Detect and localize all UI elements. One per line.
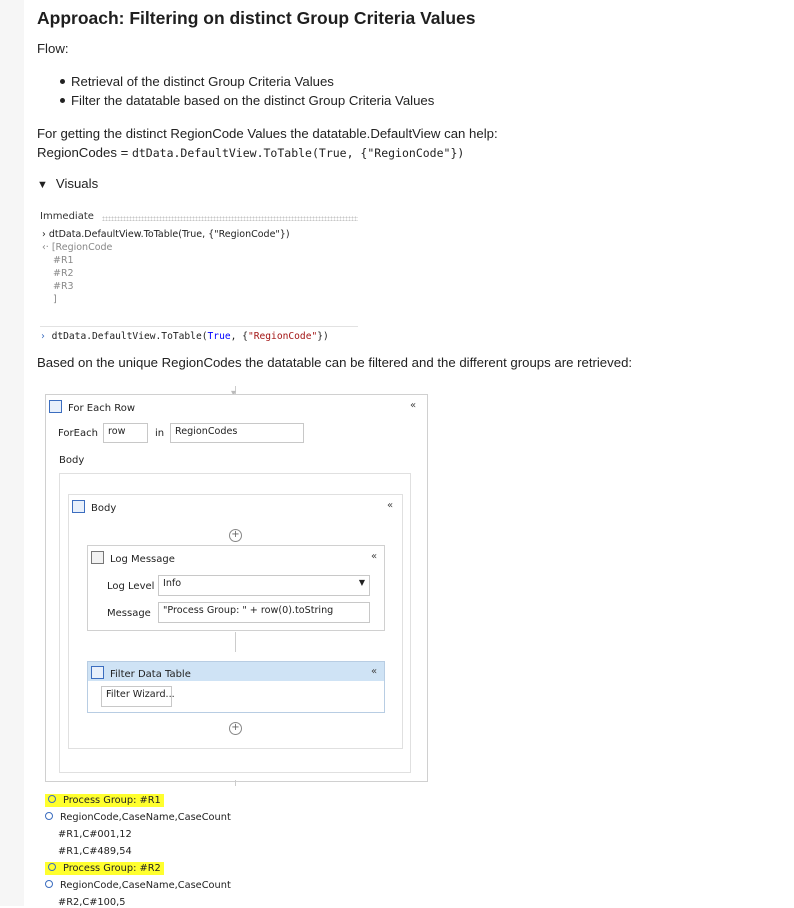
sequence-icon xyxy=(72,500,85,513)
visuals-details-toggle[interactable] xyxy=(37,176,98,191)
code-prefix: RegionCodes = xyxy=(37,145,132,160)
inline-code: dtData.DefaultView.ToTable(True, {"RegionCode"}) xyxy=(131,146,465,160)
log-message-icon xyxy=(91,551,104,564)
info-bullet-icon xyxy=(45,880,53,888)
immediate-result: #R3 xyxy=(53,281,74,292)
filter-wizard-button[interactable]: Filter Wizard... xyxy=(101,686,172,707)
info-bullet-icon xyxy=(48,795,56,803)
body-sequence[interactable] xyxy=(59,473,411,773)
collapse-icon[interactable]: « xyxy=(410,400,417,411)
immediate-title: Immediate xyxy=(40,211,94,222)
triangle-down-icon: ▼ xyxy=(37,179,48,191)
foreach-header: For Each Row xyxy=(49,400,135,414)
log-message-activity[interactable] xyxy=(87,545,385,631)
flow-list-item: Filter the datatable based on the distinct Group Criteria Values xyxy=(37,91,434,110)
filter-icon xyxy=(91,666,104,679)
body-label: Body xyxy=(59,455,85,466)
dropdown-arrow-icon: ▼ xyxy=(358,578,365,587)
immediate-window-image xyxy=(40,208,358,350)
paragraph-filtered: Based on the unique RegionCodes the datatable can be filtered and the different groups are retrieved: xyxy=(37,355,633,370)
connector-line xyxy=(235,780,236,786)
in-collection-field[interactable]: RegionCodes xyxy=(170,423,304,443)
flow-label: Flow: xyxy=(37,41,69,56)
filter-data-table-activity[interactable] xyxy=(87,661,385,713)
workflow-image xyxy=(42,382,462,908)
immediate-result: #R2 xyxy=(53,268,74,279)
dotted-grip xyxy=(102,216,358,221)
output-line: Process Group: #R1 xyxy=(45,795,164,806)
left-sidebar-strip xyxy=(0,0,24,906)
connector-line xyxy=(235,632,236,652)
immediate-command: › dtData.DefaultView.ToTable(True, {"RegionCode"}) xyxy=(42,229,290,240)
immediate-input[interactable]: › dtData.DefaultView.ToTable(True, {"RegionCode"}) xyxy=(40,326,358,342)
sequence-activity[interactable] xyxy=(68,494,403,749)
message-label: Message xyxy=(107,608,151,619)
foreach-activity[interactable] xyxy=(45,394,428,782)
immediate-result: #R1 xyxy=(53,255,74,266)
foreach-icon xyxy=(49,400,62,413)
output-line: #R1,C#001,12 xyxy=(58,829,132,840)
log-level-dropdown[interactable]: Info ▼ xyxy=(158,575,370,596)
flow-list xyxy=(37,72,434,110)
section-heading: Approach: Filtering on distinct Group Criteria Values xyxy=(37,8,476,28)
log-level-label: Log Level xyxy=(107,581,155,592)
info-bullet-icon xyxy=(48,863,56,871)
output-line: #R2,C#100,5 xyxy=(58,897,126,908)
collapse-icon[interactable]: « xyxy=(371,666,378,677)
immediate-result: ‹· [RegionCode xyxy=(42,242,113,253)
output-line: #R1,C#489,54 xyxy=(58,846,132,857)
collapse-icon[interactable]: « xyxy=(371,551,378,562)
paragraph-distinct: For getting the distinct RegionCode Values the datatable.DefaultView can help: xyxy=(37,126,498,141)
output-line: RegionCode,CaseName,CaseCount xyxy=(45,812,231,823)
message-field[interactable]: "Process Group: " + row(0).toString xyxy=(158,602,370,623)
code-line xyxy=(37,145,464,160)
foreach-label: ForEach xyxy=(58,428,98,439)
sequence-header: Body xyxy=(72,500,116,514)
flow-list-item: Retrieval of the distinct Group Criteria Values xyxy=(37,72,434,91)
log-message-header: Log Message xyxy=(91,551,175,565)
output-line: Process Group: #R2 xyxy=(45,863,164,874)
output-line: RegionCode,CaseName,CaseCount xyxy=(45,880,231,891)
add-activity-icon[interactable]: + xyxy=(229,529,242,542)
foreach-variable-field[interactable]: row xyxy=(103,423,148,443)
immediate-result: ] xyxy=(53,294,57,305)
in-label: in xyxy=(155,428,165,439)
filter-header: Filter Data Table xyxy=(91,666,191,680)
details-label: Visuals xyxy=(55,176,99,191)
add-activity-icon[interactable]: + xyxy=(229,722,242,735)
info-bullet-icon xyxy=(45,812,53,820)
collapse-icon[interactable]: « xyxy=(387,500,394,511)
